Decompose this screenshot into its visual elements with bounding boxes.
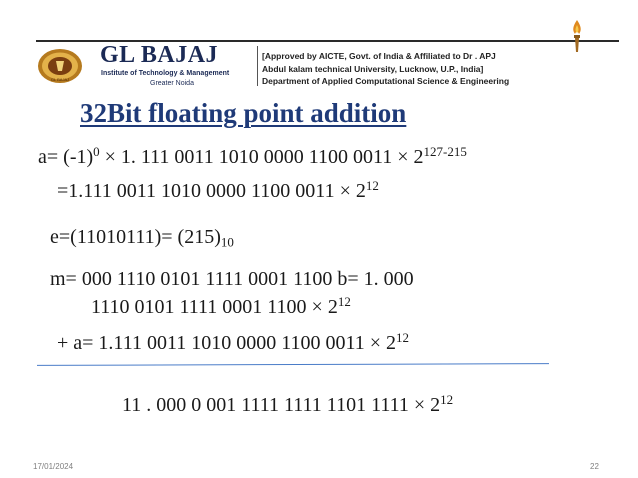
line-add-a-body: + a= 1.111 0011 1010 0000 1100 0011 × 2 [57,332,397,354]
sum-rule [37,363,549,366]
line-a-prefix: a= (-1) [38,146,94,168]
line-a-sign-exponent: 0 [93,143,100,159]
line-exponent-base: 10 [220,234,234,250]
equation-line-add-a [57,329,410,355]
institution-name: GL BAJAJ [100,42,219,68]
affiliation-line-1: [Approved by AICTE, Govt. of India & Affiliated to Dr . APJ [262,51,496,61]
equation-line-a [38,143,467,169]
svg-text:GL BAJAJ: GL BAJAJ [50,77,70,82]
torch-icon [567,18,587,54]
line-a-exponent: 127-215 [423,143,467,159]
institution-location: Greater Noida [150,80,194,87]
line-b-exponent: 12 [337,293,351,309]
line-b-body: 1110 0101 1111 0001 1100 × 2 [91,296,338,318]
line-add-a-exponent: 12 [396,329,410,345]
equation-line-exponent [50,226,234,249]
line-result-body: 11 . 000 0 001 1111 1111 1101 1111 × 2 [122,394,441,416]
institution-subtitle: Institute of Technology & Management [101,70,230,77]
header-divider [257,46,258,86]
page-number: 22 [590,462,599,471]
equation-line-normalized [57,177,379,203]
equation-line-result [122,391,454,417]
college-logo [36,47,84,85]
line-normalized-body: =1.111 0011 1010 0000 1100 0011 × 2 [57,180,366,202]
line-a-body: × 1. 111 0011 1010 0000 1100 0011 × 2 [99,146,424,168]
line-result-exponent: 12 [440,391,454,407]
equation-line-mantissa: m= 000 1110 0101 1111 0001 1100 b= 1. 000 [50,268,414,290]
affiliation-line-2: Abdul kalam technical University, Lucknow, U.P., India] [262,64,484,74]
slide-title: 32Bit floating point addition [80,98,407,128]
line-exponent-body: e=(11010111)= (215) [50,226,221,248]
equation-line-b-continued [91,293,351,319]
line-normalized-exponent: 12 [365,177,379,193]
department-name: Department of Applied Computational Science & Engineering [262,76,510,86]
slide-date: 17/01/2024 [33,462,74,471]
